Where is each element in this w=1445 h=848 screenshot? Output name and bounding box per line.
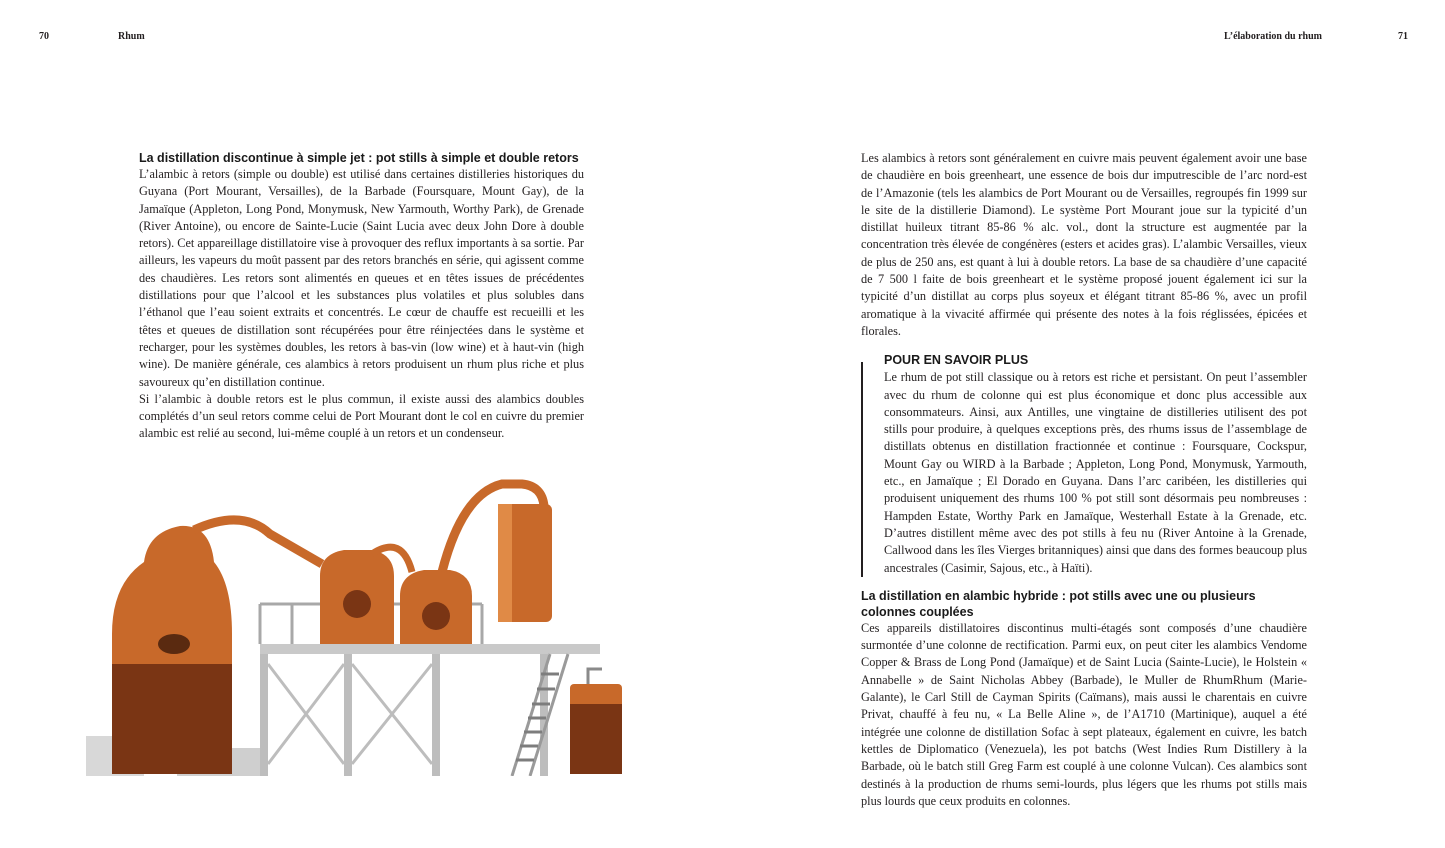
retort-valve (422, 602, 450, 630)
retort-valve (343, 590, 371, 618)
paragraph: L’alambic à retors (simple ou double) est utilisé dans certaines distilleries historiques du Guyana (Port Mourant, Versailles), de la Barbade (Foursquare, Mount Gay), de la Jamaïque (Appleton, Long Pond, Monymusk, New Yarmouth, Worthy Park), de Grenade (River Antoine), ou encore de Sainte-Lucie (Saint Lucia avec deux John Dore à double retors). Cet appareillage distillatoire vise à provoquer des reflux importants à sa sortie. Par ailleurs, les vapeurs du moût passent par des retors branchés en série, qui agissent comme des chaudières. Les retors sont alimentés en queues et en têtes issues de précédentes distillations pour que l’alcool et les substances plus volatiles et plus solubles dans l’éthanol que l’eau soient extraits et concentrés. Le cœur de chauffe est recueilli et les têtes et queues de distillation sont récupérées pour être réinjectées dans le système et recharger, pour les systèmes doubles, les retors à bas-vin (low wine) et à haut-vin (high wine). De manière générale, ces alambics à retors produisent un rhum plus riche et plus savoureux qu’en distillation continue. (139, 167, 584, 389)
condenser-highlight (498, 504, 512, 622)
right-page-number: 71 (1398, 31, 1408, 42)
box-rule (861, 362, 863, 577)
info-box-title: POUR EN SAVOIR PLUS (884, 353, 1029, 368)
left-column (139, 150, 584, 443)
receiver-tank-band (570, 704, 622, 774)
paragraph: Si l’alambic à double retors est le plus commun, il existe aussi des alambics doubles complétés d’un seul retors comme celui de Port Mourant dont le col en cuivre du premier alambic est relié au second, lui-même couplé à un retors et un condenseur. (139, 391, 584, 441)
pot-still-base (112, 664, 232, 774)
platform-leg (260, 654, 268, 776)
platform-leg (344, 654, 352, 776)
right-running-title: L’élaboration du rhum (1224, 31, 1322, 42)
stair-steps (516, 674, 559, 760)
platform (260, 644, 600, 654)
section-heading-pot-stills: La distillation discontinue à simple jet : pot stills à simple et double retors (139, 151, 579, 165)
right-column (861, 150, 1307, 810)
platform-leg (432, 654, 440, 776)
left-running-title: Rhum (118, 31, 145, 42)
section-heading-hybrid: La distillation en alambic hybride : pot stills avec une ou plusieurs colonnes couplées (861, 588, 1256, 619)
hybrid-section (861, 588, 1307, 810)
paragraph: Les alambics à retors sont généralement en cuivre mais peuvent également avoir une base de chaudière en bois greenheart, une essence de bois dur imputrescible de l’arc nord-est de l’Amazonie (tels les alambics de Port Mourant ou de Versailles, regroupés fin 1999 sur le site de la distillerie Diamond). Le système Port Mourant joue sur la typicité d’un distillat huileux titrant 85-86 % alc. vol., dont la structure est augmentée par la concentration très élevée de congénères (esters et acides gras). L’alambic Versailles, vieux de plus de 250 ans, est quant à lui à double retors. La base de sa chaudière d’une capacité de 7 500 l faite de bois greenheart et le système proposé jouent également ici sur la typicité d’un distillat au corps plus soyeux et élégant titrant 85-86 %, avec un profil aromatique à la vivacité affirmée qui présente des notes à la fois réglissées, épicées et florales. (861, 151, 1307, 338)
pot-still-door (158, 634, 190, 654)
info-box-text: Le rhum de pot still classique ou à retors est riche et persistant. On peut l’assembler avec du rhum de colonne qui est plus économique et donc plus accessible aux consommateurs. Ainsi, aux Antilles, une vingtaine de distilleries utilisent des pot stills pour produire, à quelques exceptions près, des rhums issus de l’assemblage de distillats obtenus en distillation fractionnée et continue : Foursquare, Cockspur, Mount Gay ou WIRD à la Barbade ; Appleton, Long Pond, Monymusk, Yarmouth, etc., en Jamaïque ; El Dorado en Guyana. Dans l’arc caribéen, les distilleries qui produisent uniquement des rhums 100 % pot still sont désormais peu nombreuses : Hampden Estate, Worthy Park en Jamaïque, Westerhall Estate à la Grenade, etc. D’autres distillent même avec des pot stills à feu nu (River Antoine à la Grenade, Callwood dans les îles Vierges britanniques) ainsi que dans des formes beaucoup plus ancestrales (Casimir, Sajous, etc., à Haïti). (884, 370, 1307, 575)
receiver-pipe (588, 669, 602, 684)
left-page-number: 70 (39, 31, 49, 42)
pot-still-illustration (82, 464, 648, 776)
info-box (861, 352, 1307, 577)
paragraph: Ces appareils distillatoires discontinus multi-étagés sont composés d’une chaudière surmontée d’une colonne de rectification. Parmi eux, on peut citer les alambics Vendome Copper & Brass de Long Pond (Jamaïque) et de Saint Lucia (Sainte-Lucie), le Holstein « Annabelle » de Saint Nicholas Abbey (Barbade), le Muller de RhumRhum (Marie-Galante), le Carl Still de Cayman Spirits (Caïmans), mais aussi le charentais en cuivre Privat, chauffé à feu nu, « La Belle Aline », de l’A1710 (Martinique), auquel a été intégrée une colonne de distillation Sofac à sept plateaux, également en cuivre, les batch kettles de Diplomatico (Venezuela), les pot batchs (West Indies Rum Distillery à la Barbade, où le batch still Greg Farm est couplé à une colonne Vulcan). Ces alambics sont destinés à la production de rhums semi-lourds, plus légers que les rhums pot stills mais plus lourds que ceux produits en colonnes. (861, 620, 1307, 808)
